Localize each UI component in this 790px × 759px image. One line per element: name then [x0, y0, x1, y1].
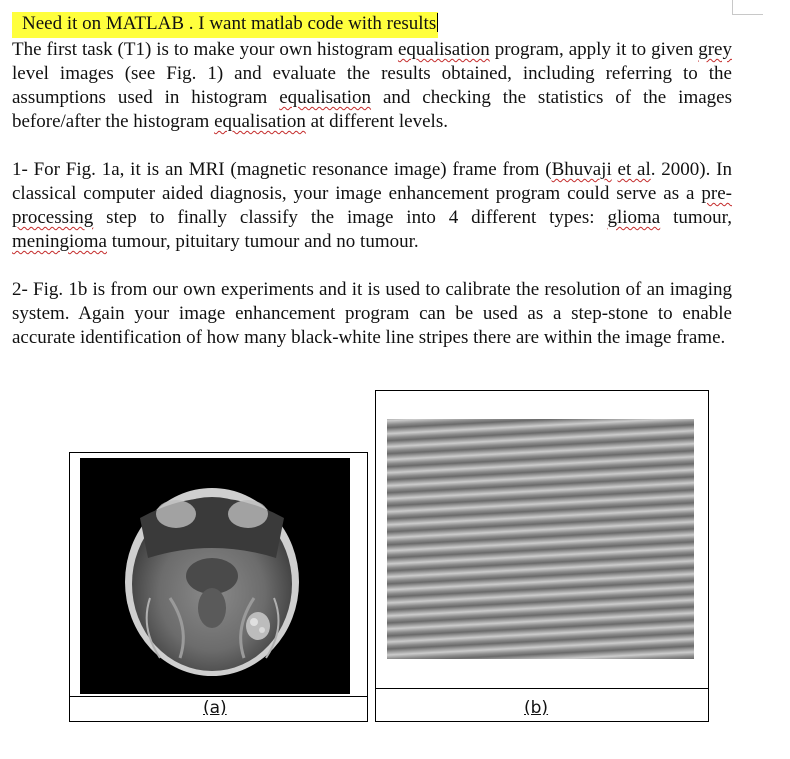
- text-run: . 2000). In classical computer aided diagnosis, your image enhancement program could serve as a: [12, 159, 732, 204]
- spellcheck-word[interactable]: grey: [698, 39, 732, 60]
- text-cursor: [437, 13, 438, 32]
- paragraph-calibration: [12, 278, 732, 350]
- spellcheck-word[interactable]: equalisation: [214, 111, 306, 132]
- text-run: level images (see Fig. 1) and evaluate the results obtained, including referring to the assumptions used in histogram: [12, 63, 732, 108]
- spellcheck-word[interactable]: et al: [617, 159, 651, 180]
- spellcheck-word[interactable]: equalisation: [397, 39, 490, 60]
- paragraph-mri: [12, 158, 732, 254]
- spellcheck-word[interactable]: Bhuvaji: [551, 159, 612, 180]
- spellcheck-word[interactable]: meningioma: [12, 231, 107, 252]
- text-run: 2- Fig. 1b is from our own experiments and it is used to calibrate the resolution of an imaging system. Again your image enhancement program can be used as a step-stone to enable accurate identification of how many black-white line stripes there are within the image frame.: [12, 279, 732, 348]
- figure-a-caption-divider: [69, 696, 367, 697]
- text-run: program, apply it to given: [489, 39, 699, 60]
- text-run: step to finally classify the image into 4 different types:: [93, 207, 608, 228]
- paragraph-task: [12, 38, 732, 134]
- stripe-calibration-image[interactable]: [387, 419, 694, 659]
- text-run: 1- For Fig. 1a, it is an MRI (magnetic resonance image) frame from (: [12, 159, 552, 180]
- text-run: at different levels.: [305, 111, 448, 132]
- mri-brain-drawing: [80, 458, 350, 694]
- figure-b-label: (b): [524, 698, 549, 718]
- spellcheck-word[interactable]: equalisation: [279, 87, 372, 108]
- text-run: tumour,: [660, 207, 733, 228]
- spellcheck-word[interactable]: glioma: [607, 207, 661, 228]
- figure-a-label: (a): [203, 698, 227, 718]
- text-run: The first task (T1) is to make your own histogram: [12, 39, 398, 60]
- highlighted-note[interactable]: [12, 12, 438, 38]
- text-run: and checking the statistics of the images before/after the histogram: [12, 87, 732, 132]
- mri-image[interactable]: [80, 458, 350, 694]
- text-run: tumour, pituitary tumour and no tumour.: [106, 231, 419, 252]
- spellcheck-word[interactable]: pre-processing: [12, 183, 732, 228]
- page-corner-marker: [732, 0, 763, 15]
- note-text: Need it on MATLAB . I want matlab code with results: [22, 13, 437, 34]
- figure-b-caption-divider: [375, 688, 708, 689]
